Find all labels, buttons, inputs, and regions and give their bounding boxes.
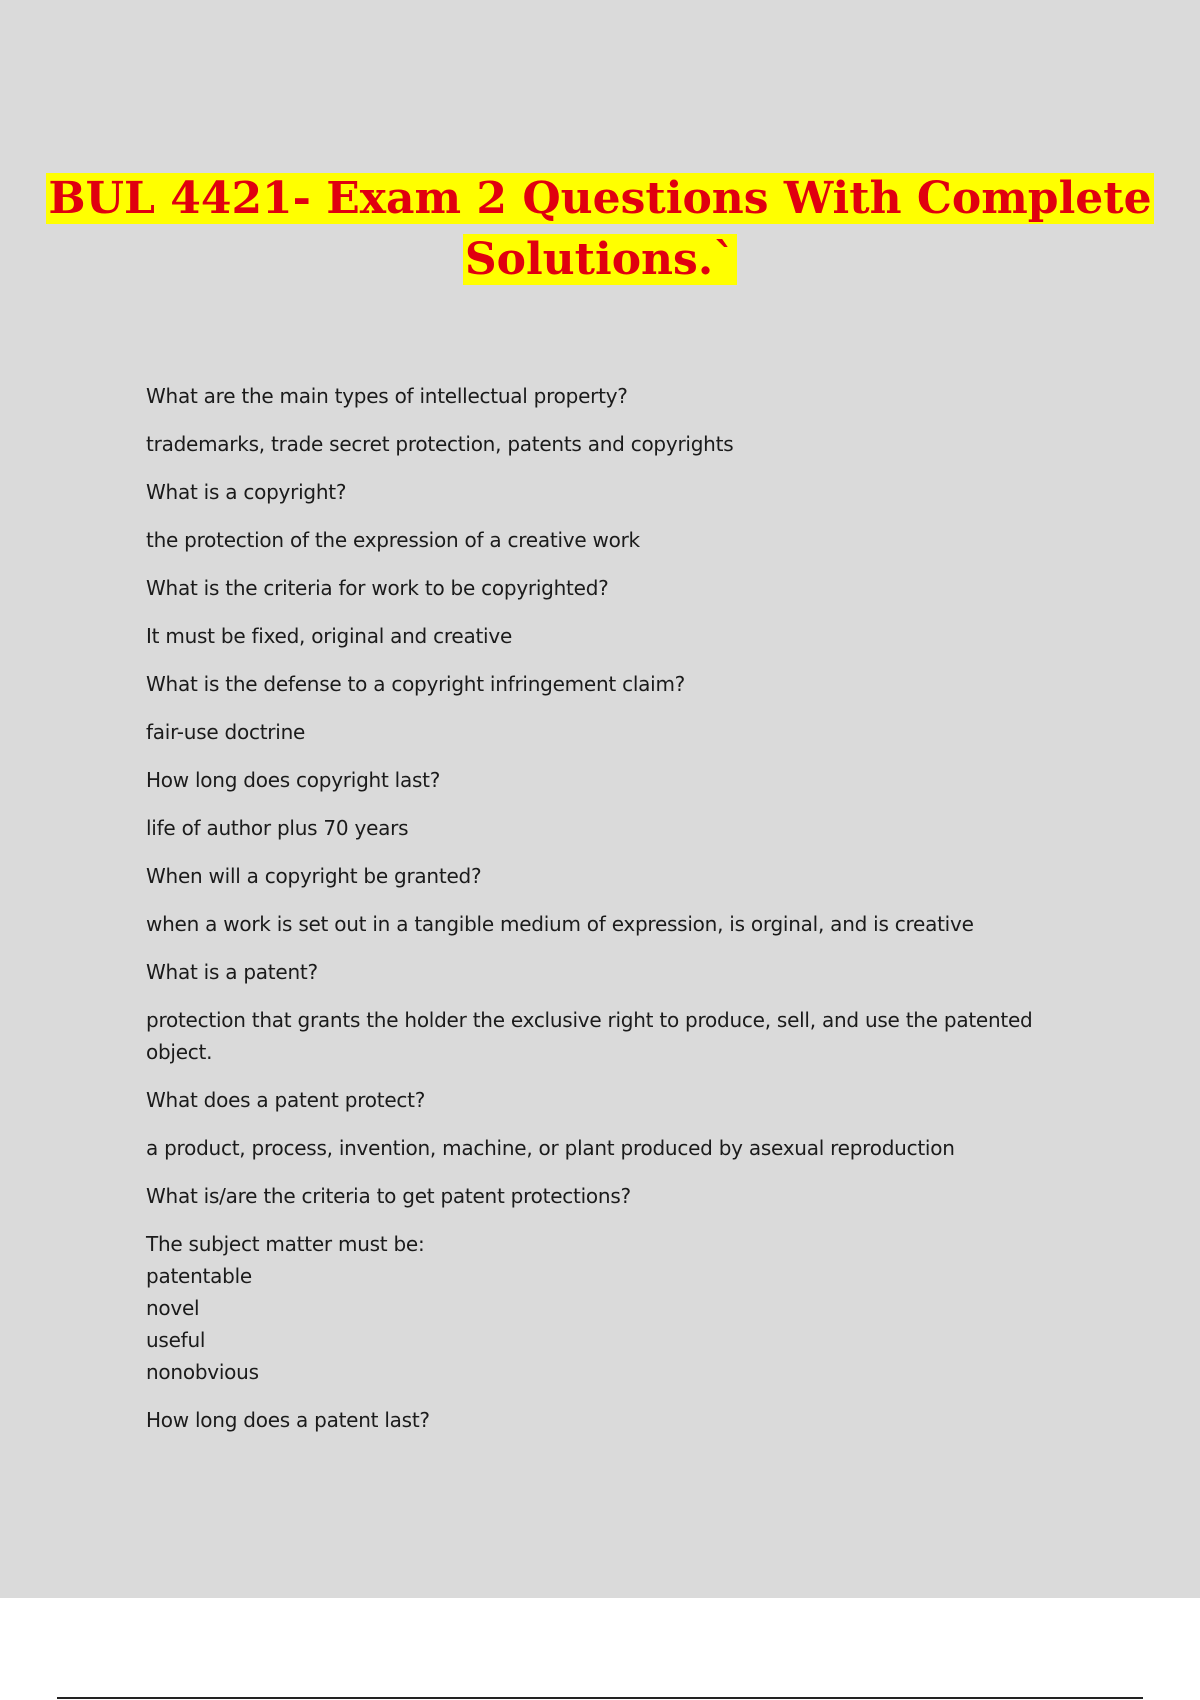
question-answer-list: [146, 380, 1066, 1452]
question-text: What is the defense to a copyright infringement claim?: [146, 672, 686, 696]
question-text: When will a copyright be granted?: [146, 864, 482, 888]
answer-text: life of author plus 70 years: [146, 816, 409, 840]
footer-divider: [57, 1697, 1143, 1699]
document-title: [0, 168, 1200, 290]
answer-text: a product, process, invention, machine, or plant produced by asexual reproduction: [146, 1136, 955, 1160]
answer-text: trademarks, trade secret protection, patents and copyrights: [146, 432, 734, 456]
question-text: What is a patent?: [146, 960, 318, 984]
answer-text: The subject matter must be: patentable novel useful nonobvious: [146, 1232, 425, 1384]
answer-text: the protection of the expression of a creative work: [146, 528, 640, 552]
question-text: What is the criteria for work to be copyrighted?: [146, 576, 609, 600]
question-text: How long does copyright last?: [146, 768, 441, 792]
question-text: What is/are the criteria to get patent protections?: [146, 1184, 631, 1208]
question-text: What does a patent protect?: [146, 1088, 426, 1112]
answer-text: when a work is set out in a tangible medium of expression, is orginal, and is creative: [146, 912, 974, 936]
title-line-2: Solutions.`: [464, 234, 736, 285]
title-line-1: BUL 4421- Exam 2 Questions With Complete: [48, 173, 1152, 224]
question-text: What is a copyright?: [146, 480, 347, 504]
question-text: What are the main types of intellectual property?: [146, 384, 628, 408]
answer-text: fair-use doctrine: [146, 720, 306, 744]
answer-text: protection that grants the holder the exclusive right to produce, sell, and use the patented object.: [146, 1008, 1033, 1064]
question-text: How long does a patent last?: [146, 1408, 430, 1432]
answer-text: It must be fixed, original and creative: [146, 624, 512, 648]
